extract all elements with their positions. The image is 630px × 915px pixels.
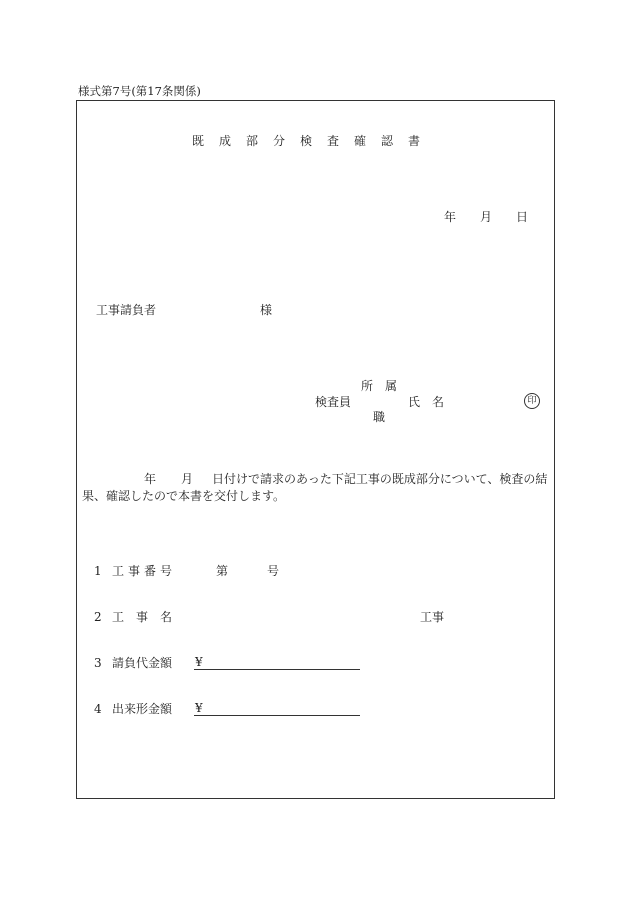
item-4-amount-line [194, 715, 360, 716]
inspector-affiliation: 所 属 [361, 379, 398, 393]
addressee-label: 工事請負者 [96, 303, 157, 317]
item-2-suffix: 工事 [420, 610, 445, 624]
item-3-currency: ¥ [195, 655, 203, 669]
body-year: 年 [144, 472, 157, 486]
item-3-label: 請負代金額 [112, 656, 173, 670]
item-3-amount-line [194, 669, 360, 670]
item-4-label: 出来形金額 [112, 702, 173, 716]
item-2-label: 工 事 名 [112, 610, 173, 624]
body-month: 月 [181, 472, 194, 486]
body-line-1 [82, 471, 550, 488]
document-title: 既成部分検査確認書 [192, 134, 436, 148]
date-month: 月 [480, 210, 493, 224]
inspector-name-label: 氏 名 [408, 395, 445, 409]
item-1-go: 号 [267, 564, 280, 578]
seal-icon: 印 [524, 393, 540, 409]
inspector-position: 職 [373, 410, 386, 424]
item-2-number: 2 [94, 610, 102, 624]
item-1-label: 工事番号 [112, 564, 177, 578]
item-3-number: 3 [94, 656, 102, 670]
item-4-currency: ¥ [195, 701, 203, 715]
item-4-number: 4 [94, 702, 102, 716]
body-line-2: 果、確認したので本書を交付します。 [82, 489, 286, 503]
body-text [82, 471, 550, 505]
body-line1-text: 日付けで請求のあった下記工事の既成部分について、検査の結 [212, 472, 548, 486]
addressee-honorific: 様 [260, 303, 273, 317]
inspector-label: 検査員 [315, 395, 352, 409]
date-year: 年 [444, 210, 457, 224]
item-1-dai: 第 [216, 564, 229, 578]
form-frame [76, 100, 555, 799]
form-number-label: 様式第7号(第17条関係) [78, 84, 201, 98]
date-day: 日 [516, 210, 529, 224]
item-1-number: 1 [94, 564, 102, 578]
